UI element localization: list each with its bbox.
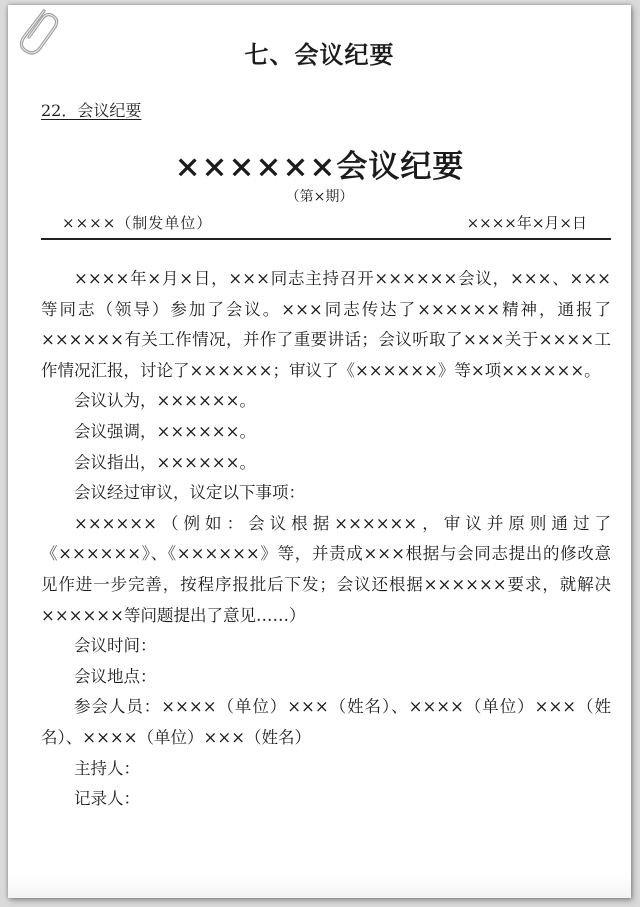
paragraph-resolutions: ××××××（例如：会议根据××××××，审议并原则通过了《××××××》、《××××××》等，并责成×××根据与会同志提出的修改意见作进一步完善，按程序报批后下发；会议还根据××××××要求，就解决××××××等问题提出了意见……）: [41, 513, 611, 625]
host: 主持人：: [74, 758, 140, 778]
meeting-location: 会议地点：: [74, 666, 157, 686]
subsection-title: 22．会议纪要: [41, 101, 142, 120]
attendees: 参会人员：××××（单位）×××（姓名）、××××（单位）×××（姓名）、××××（单位）×××（姓名）: [41, 697, 611, 747]
header-divider: [41, 238, 611, 240]
document-date: ××××年×月×日: [466, 214, 587, 232]
meeting-time: 会议时间：: [74, 636, 157, 656]
recorder: 记录人：: [74, 789, 140, 809]
document-title: ××××××会议纪要: [174, 149, 465, 185]
document-page: [8, 5, 631, 898]
paragraph-opening: ××××年×月×日，×××同志主持召开××××××会议，×××、×××等同志（领导）参加了会议。×××同志传达了××××××精神，通报了××××××有关工作情况，并作了重要讲话；会议听取了×××关于××××工作情况汇报，讨论了××××××；审议了《××××××》等×项××××××。: [41, 269, 611, 380]
page-shadow: [8, 876, 631, 898]
paragraph-resolutions-intro: 会议经过审议，议定以下事项：: [74, 483, 305, 503]
paragraph-opinion: 会议认为，××××××。: [74, 391, 256, 411]
issue-number: （第×期）: [285, 189, 354, 205]
issuing-unit: ××××（制发单位）: [62, 214, 213, 232]
section-title: 七、会议纪要: [244, 40, 395, 69]
paragraph-points: 会议指出，××××××。: [74, 452, 256, 472]
document-body: [41, 264, 611, 815]
paragraph-emphasis: 会议强调，××××××。: [74, 421, 256, 441]
